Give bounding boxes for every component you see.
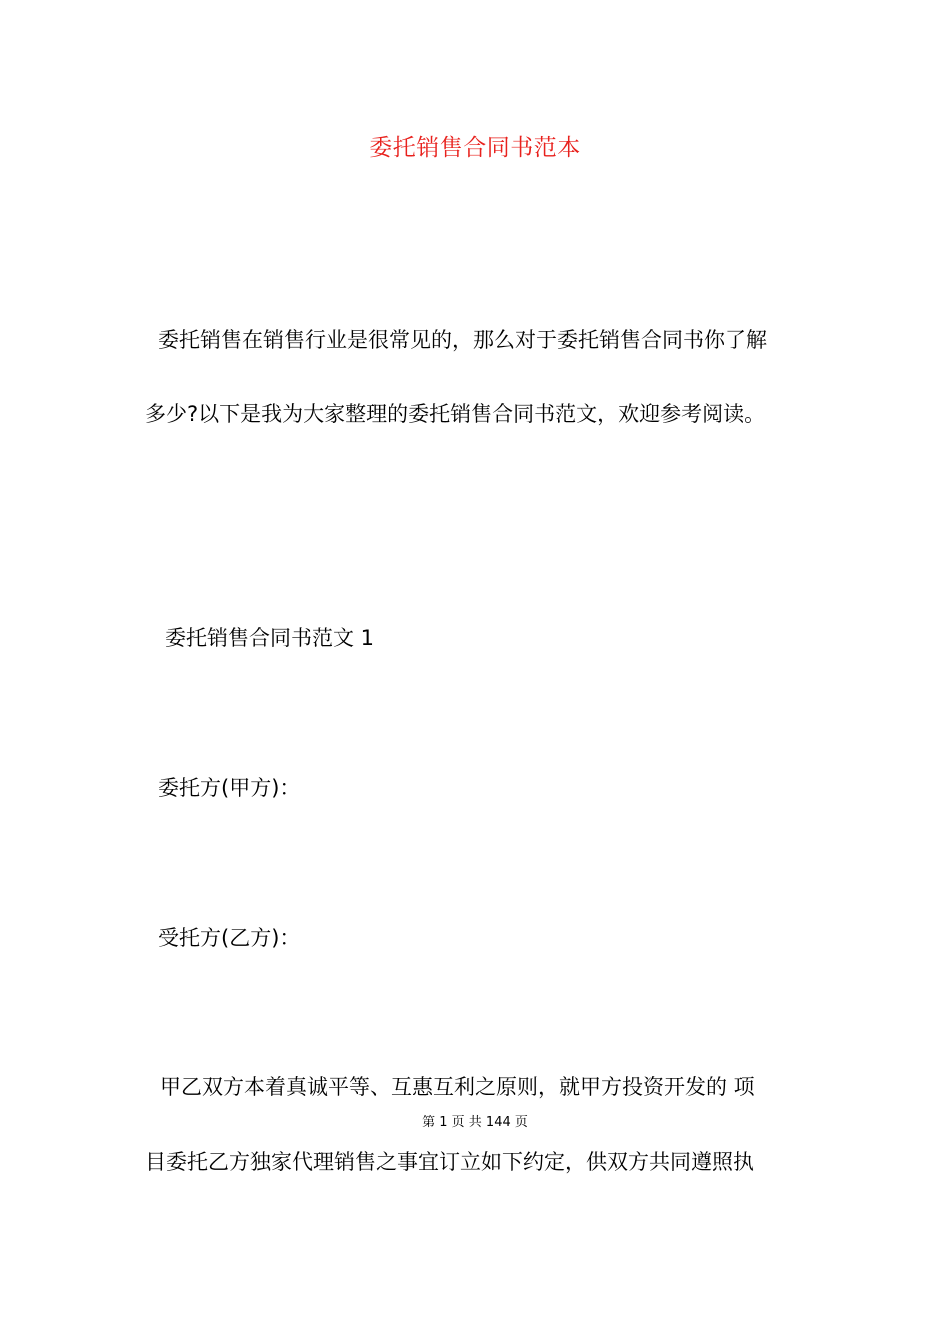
page-number-label: 第 1 页 共 144 页	[422, 1115, 528, 1130]
intro-line-1: 委托销售在销售行业是很常见的，那么对于委托销售合同书你了解	[158, 328, 767, 352]
intro-line-2: 多少?以下是我为大家整理的委托销售合同书范文，欢迎参考阅读。	[145, 402, 766, 426]
page-footer	[0, 1113, 950, 1133]
section-heading: 委托销售合同书范文 1	[165, 626, 375, 650]
body-line-2: 目委托乙方独家代理销售之事宜订立如下约定，供双方共同遵照执	[145, 1150, 754, 1174]
party-a-label: 委托方(甲方)：	[158, 776, 301, 800]
body-line-1: 甲乙双方本着真诚平等、互惠互利之原则，就甲方投资开发的 项	[160, 1075, 755, 1099]
document-title: 委托销售合同书范本	[369, 135, 581, 161]
party-b-label: 受托方(乙方)：	[158, 926, 301, 950]
